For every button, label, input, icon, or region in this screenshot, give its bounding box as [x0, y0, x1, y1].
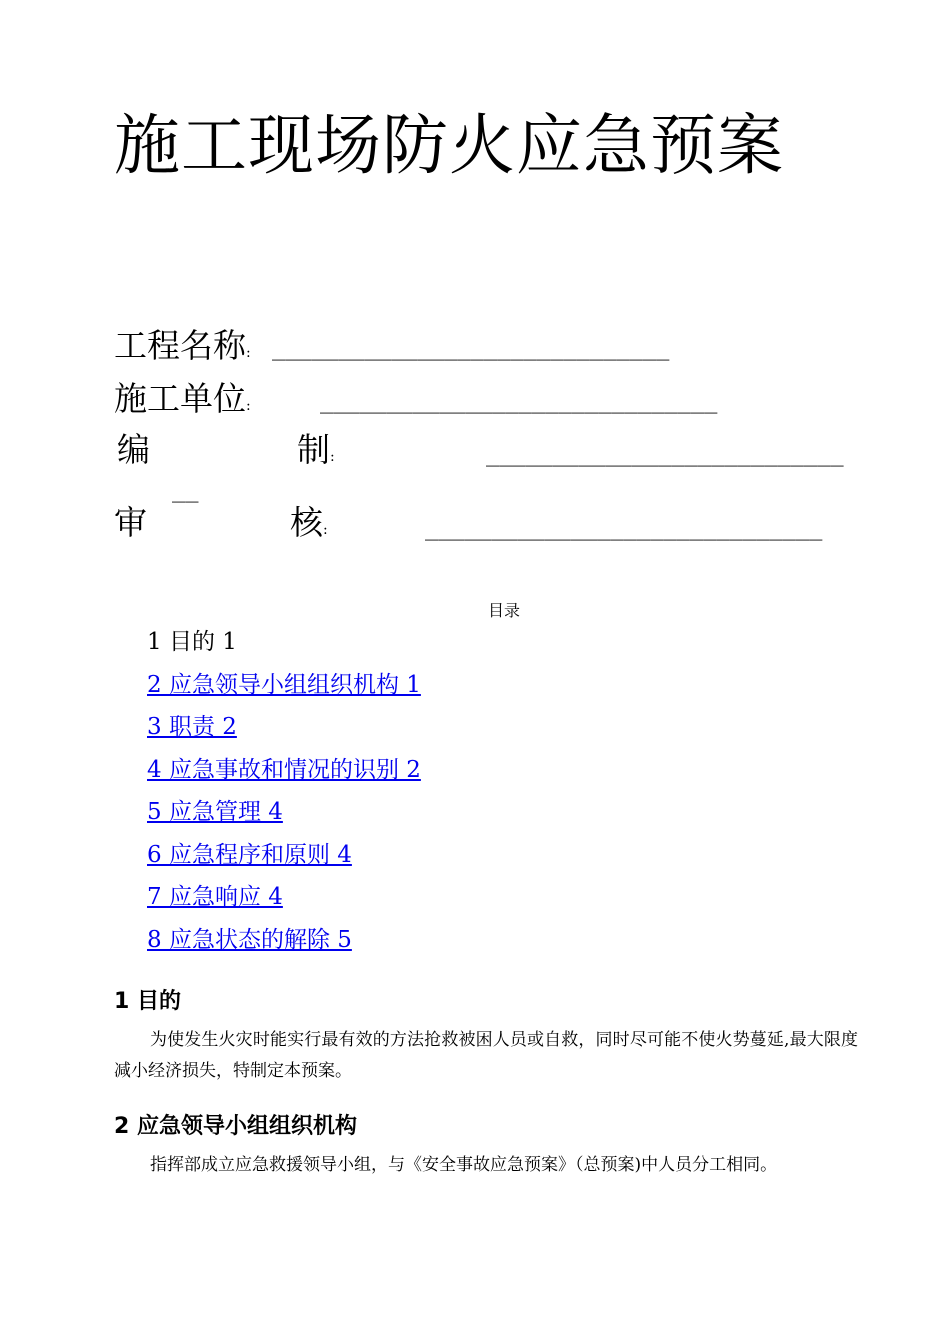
project-name-field: [114, 326, 251, 373]
compile-blank[interactable]: ___________________________: [486, 442, 844, 467]
toc-link[interactable]: 6 应急程序和原则 4: [147, 842, 352, 868]
toc-title: 目录: [488, 601, 521, 620]
toc-link[interactable]: 3 职责 2: [147, 714, 237, 740]
review-label-b: 核: [290, 503, 323, 542]
review-label-a: 审: [114, 503, 147, 542]
toc-link[interactable]: 5 应急管理 4: [147, 799, 283, 825]
construction-unit-colon: :: [246, 398, 251, 414]
construction-unit-label: 施工单位: [114, 379, 246, 418]
section-paragraph: 指挥部成立应急救援领导小组，与《安全事故应急预案》（总预案)中人员分工相同。: [150, 1155, 778, 1175]
toc-link[interactable]: 8 应急状态的解除 5: [147, 927, 352, 953]
section-paragraph: 为使发生火灾时能实行最有效的方法抢救被困人员或自救，同时尽可能不使火势蔓延,最大限度减小经济损失，特制定本预案。: [114, 1030, 858, 1081]
review-colon: :: [323, 522, 328, 538]
project-name-blank[interactable]: ______________________________: [272, 336, 670, 361]
construction-unit-blank[interactable]: ______________________________: [320, 389, 718, 414]
document-title: 施工现场防火应急预案: [114, 107, 784, 184]
review-blank[interactable]: ______________________________: [425, 516, 823, 541]
toc-item[interactable]: 1 目的 1: [147, 629, 237, 655]
toc-link[interactable]: 7 应急响应 4: [147, 884, 283, 910]
project-name-label: 工程名称: [114, 326, 246, 365]
compile-field: [297, 430, 335, 477]
section-heading: 2 应急领导小组组织机构: [114, 1114, 357, 1139]
construction-unit-field: [114, 379, 251, 426]
compile-colon: :: [330, 449, 335, 465]
compile-label-b: 制: [297, 430, 330, 469]
toc-link[interactable]: 4 应急事故和情况的识别 2: [147, 757, 421, 783]
compile-blank-tail: __: [172, 478, 199, 503]
section-heading: 1 目的: [114, 989, 181, 1014]
compile-label-a: 编: [117, 430, 150, 469]
project-name-colon: :: [246, 345, 251, 361]
toc-link[interactable]: 2 应急领导小组组织机构 1: [147, 672, 421, 698]
review-field: [290, 503, 328, 550]
